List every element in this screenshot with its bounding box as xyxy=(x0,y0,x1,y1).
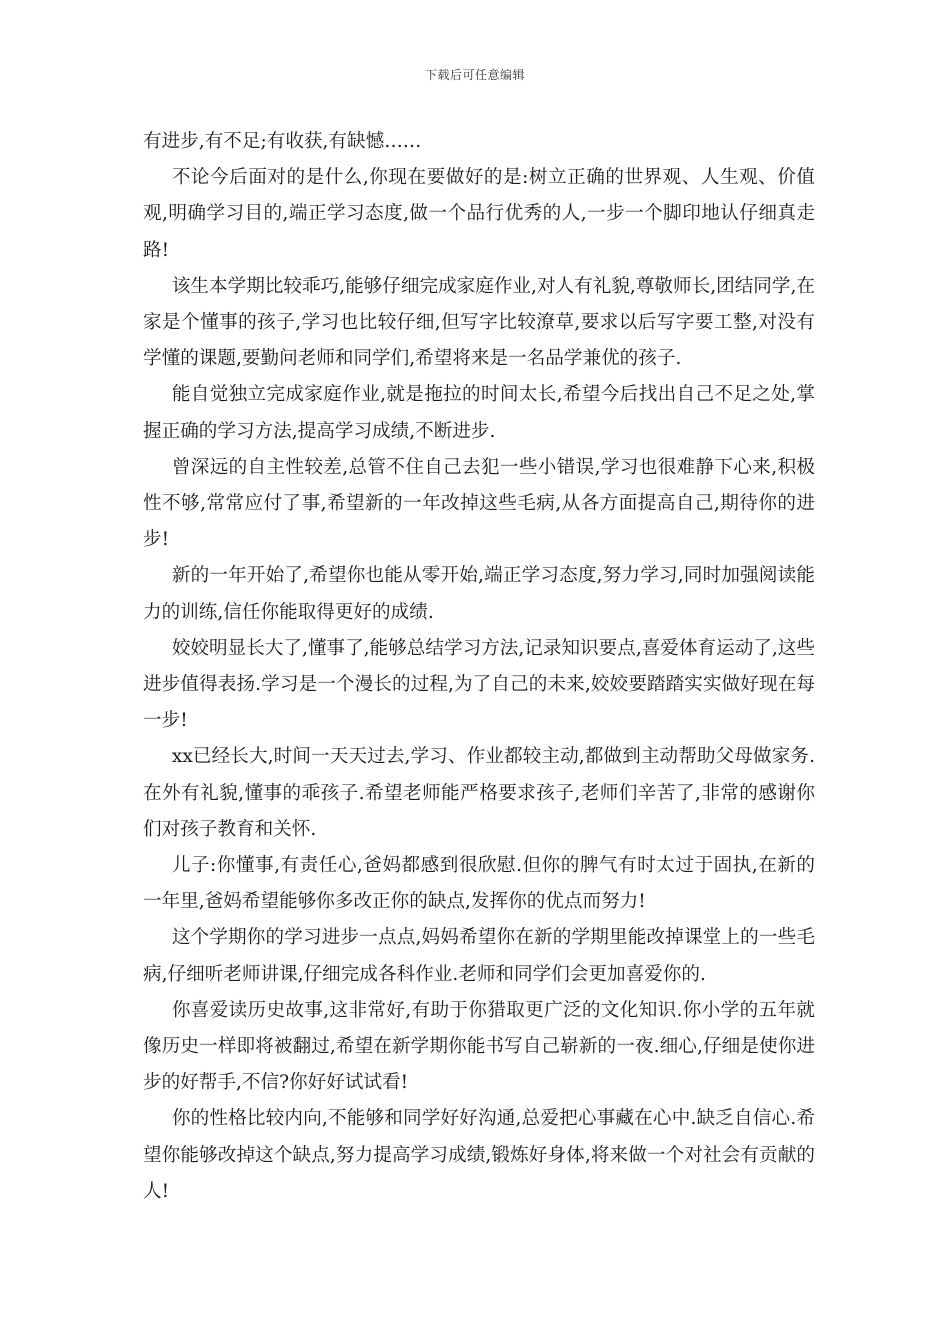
paragraph: 新的一年开始了,希望你也能从零开始,端正学习态度,努力学习,同时加强阅读能力的训练,信任你能取得更好的成绩. xyxy=(143,565,815,623)
paragraph: 能自觉独立完成家庭作业,就是拖拉的时间太长,希望今后找出自己不足之处,掌握正确的学习方法,提高学习成绩,不断进步. xyxy=(143,384,815,442)
paragraph: 该生本学期比较乖巧,能够仔细完成家庭作业,对人有礼貌,尊敬师长,团结同学,在家是个懂事的孩子,学习也比较仔细,但写字比较潦草,要求以后写字要工整,对没有学懂的课题,要勤问老师和同学们,希望将来是一名品学兼优的孩子. xyxy=(143,275,815,370)
paragraph: 你喜爱读历史故事,这非常好,有助于你猎取更广泛的文化知识.你小学的五年就像历史一样即将被翻过,希望在新学期你能书写自己崭新的一夜.细心,仔细是使你进步的好帮手,不信?你好好试试看! xyxy=(143,999,815,1094)
paragraph: 姣姣明显长大了,懂事了,能够总结学习方法,记录知识要点,喜爱体育运动了,这些进步值得表扬.学习是一个漫长的过程,为了自己的未来,姣姣要踏踏实实做好现在每一步! xyxy=(143,637,815,732)
paragraph: 有进步,有不足;有收获,有缺憾…… xyxy=(143,131,422,152)
paragraph: 不论今后面对的是什么,你现在要做好的是:树立正确的世界观、人生观、价值观,明确学习目的,端正学习态度,做一个品行优秀的人,一步一个脚印地认仔细真走路! xyxy=(143,167,815,261)
paragraph: 你的性格比较内向,不能够和同学好好沟通,总爱把心事藏在心中.缺乏自信心.希望你能够改掉这个缺点,努力提高学习成绩,锻炼好身体,将来做一个对社会有贡献的人! xyxy=(143,1108,815,1202)
document-body xyxy=(143,124,815,1210)
page-header: 下载后可任意编辑 xyxy=(424,68,525,82)
paragraph: 儿子:你懂事,有责任心,爸妈都感到很欣慰.但你的脾气有时太过于固执,在新的一年里,爸妈希望能够你多改正你的缺点,发挥你的优点而努力! xyxy=(143,855,815,913)
paragraph: 这个学期你的学习进步一点点,妈妈希望你在新的学期里能改掉课堂上的一些毛病,仔细听老师讲课,仔细完成各科作业.老师和同学们会更加喜爱你的. xyxy=(143,927,815,985)
paragraph: 曾深远的自主性较差,总管不住自己去犯一些小错误,学习也很难静下心来,积极性不够,常常应付了事,希望新的一年改掉这些毛病,从各方面提高自己,期待你的进步! xyxy=(143,456,815,551)
paragraph: xx已经长大,时间一天天过去,学习、作业都较主动,都做到主动帮助父母做家务.在外有礼貌,懂事的乖孩子.希望老师能严格要求孩子,老师们辛苦了,非常的感谢你们对孩子教育和关怀. xyxy=(143,746,815,840)
